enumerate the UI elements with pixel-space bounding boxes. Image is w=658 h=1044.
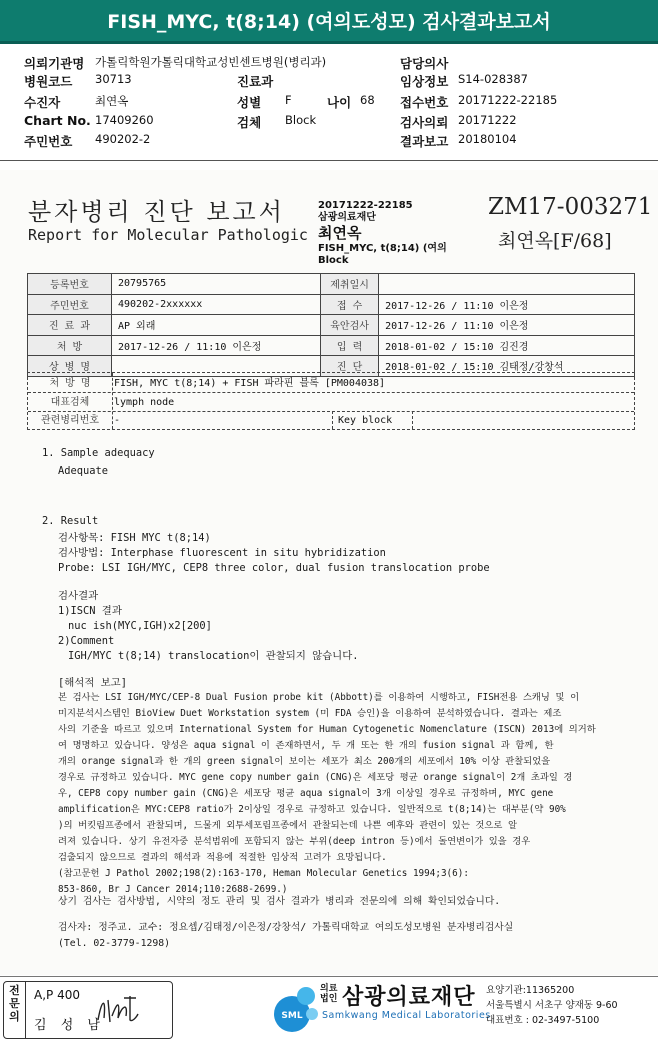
sex-value: F (285, 93, 292, 107)
specimen-sticker (318, 200, 458, 267)
section-heading: 2. Result (42, 515, 99, 527)
body-line: [해석적 보고] (58, 677, 127, 689)
table-value: 20795765 (112, 274, 321, 295)
header-info (0, 50, 658, 158)
spec-value: lymph node (114, 397, 175, 408)
table-key: 진 단 (321, 356, 379, 377)
body-line: 상기 검사는 검사방법, 시약의 정도 관리 및 검사 결과가 병리과 전문의에 의해 확인되었습니다. (58, 896, 501, 907)
clin-value: S14-028387 (458, 72, 528, 86)
body-line: Adequate (58, 465, 109, 477)
rel-value: - (114, 415, 121, 426)
req-value: 20171222 (458, 113, 517, 127)
sticker-name: 최연옥 (318, 224, 362, 242)
specialist-name: 김 성 남 (34, 1018, 105, 1033)
body-line: 검사항목: FISH MYC t(8;14) (58, 532, 211, 544)
body-line: 검출되지 않으므로 결과의 해석과 적용에 적절한 임상적 고려가 요망됩니다. (58, 852, 387, 863)
info-table (27, 273, 635, 377)
table-row (28, 315, 635, 336)
logo-name: 삼광의료재단 (342, 985, 476, 1010)
examinee-value: 최연옥 (95, 94, 129, 108)
rrn-label: 주민번호 (24, 134, 73, 149)
table-value: 490202-2xxxxxx (112, 294, 321, 315)
report-label: 결과보고 (400, 134, 449, 149)
report-value: 20180104 (458, 132, 517, 146)
addr-line: 대표번호 : 02-3497-5100 (486, 1015, 600, 1026)
sml-logo-icon (268, 982, 322, 1036)
sex-label: 성별 (237, 95, 262, 110)
specialist-tag (4, 982, 26, 1038)
report-title-en: Report for Molecular Pathologic (28, 226, 308, 244)
sticker-line: 삼광의료재단 (318, 212, 376, 223)
addr-line: 요양기관:11365200 (486, 985, 575, 996)
patient-id: 최연옥[F/68] (498, 230, 612, 252)
doctor-label: 담당의사 (400, 56, 449, 71)
license-number: A,P 400 (34, 988, 80, 1002)
age-value: 68 (360, 93, 375, 107)
body-line: 미지분석시스템인 BioView Duet Workstation system (미 FDA 승인)을 이용하여 분석하였습니다. 결과는 제조 (58, 708, 562, 719)
dept-label: 진료과 (237, 74, 274, 89)
age-label: 나이 (327, 95, 352, 110)
hospcode-label: 병원코드 (24, 74, 73, 89)
footer-divider (0, 976, 658, 977)
specimen-label: 검체 (237, 115, 262, 130)
body-line: nuc ish(MYC,IGH)x2[200] (68, 620, 212, 632)
table-row (28, 335, 635, 356)
sml-badge: SML (281, 1011, 303, 1021)
logo-prefix: 의료 법인 (320, 984, 338, 1004)
body-line: )의 버킷림프종에서 관찰되며, 드물게 외투세포림프종에서 관찰되는데 나쁜 예후와 관련이 있는 것으로 알 (58, 820, 517, 831)
body-line: 1)ISCN 결과 (58, 605, 122, 617)
body-line: 여 명명하고 있습니다. 양성은 aqua signal 이 존재하면서, 두 개 또는 한 개의 fusion signal 과 함께, 한 (58, 740, 554, 751)
body-line: 경우로 규정하고 있습니다. MYC gene copy number gain (CNG)은 세포당 평균 orange signal이 2개 초과일 경 (58, 772, 573, 783)
body-line: Probe: LSI IGH/MYC, CEP8 three color, dual fusion translocation probe (58, 562, 490, 574)
lab-address (486, 983, 618, 1028)
body-line: IGH/MYC t(8;14) translocation이 관찰되지 않습니다. (68, 650, 359, 662)
header-divider (0, 160, 658, 161)
report-title-ko: 분자병리 진단 보고서 (28, 198, 285, 226)
table-value (379, 274, 635, 295)
specialist-tag-text: 전문의 (9, 984, 20, 1023)
table-value: 2018-01-02 / 15:10 김태정/강창석 (379, 356, 635, 377)
chart-value: 17409260 (95, 113, 154, 127)
body-line: 사의 기준을 따르고 있으며 International System for Human Cytogenetic Nomenclature (ISCN) 2013에 의거하 (58, 724, 596, 735)
sticker-line: 20171222-22185 (318, 200, 413, 211)
recv-value: 20171222-22185 (458, 93, 558, 107)
body-line: 검사방법: Interphase fluorescent in situ hybridization (58, 547, 386, 559)
org-value: 가톨릭학원가톨릭대학교성빈센트병원(병리과) (95, 55, 327, 69)
table-row (28, 274, 635, 295)
body-line: (참고문헌 J Pathol 2002;198(2):163-170, Heman Molecular Genetics 1994;3(6): (58, 868, 469, 879)
org-label: 의뢰기관명 (24, 56, 85, 71)
body-line: (Tel. 02-3779-1298) (58, 938, 171, 949)
table-key: 입 력 (321, 335, 379, 356)
divider (112, 373, 113, 429)
sticker-line: Block (318, 255, 349, 266)
rel-label: 관련병리번호 (41, 415, 99, 426)
key-block: Key block (338, 415, 393, 426)
rx-label: 처 방 명 (49, 378, 91, 389)
table-value: 2017-12-26 / 11:10 이은정 (379, 315, 635, 336)
table-key: 접 수 (321, 294, 379, 315)
table-key: 제취일시 (321, 274, 379, 295)
rx-value: FISH, MYC t(8;14) + FISH 파라핀 블록 [PM004038] (114, 378, 386, 389)
body-line: 2)Comment (58, 635, 115, 647)
report-title: FISH_MYC, t(8;14) (여의도성모) 검사결과보고서 (0, 0, 658, 44)
body-line: 려져 있습니다. 상기 유전자중 분석범위에 포함되지 않는 부위(deep intron 등)에서 돌연변이가 있을 경우 (58, 836, 531, 847)
table-value: 2017-12-26 / 11:10 이은정 (379, 294, 635, 315)
table-value: 2017-12-26 / 11:10 이은정 (112, 335, 321, 356)
sticker-line: FISH_MYC, t(8;14) (여의 (318, 243, 447, 254)
table-value: 2018-01-02 / 15:10 김진경 (379, 335, 635, 356)
specimen-value: Block (285, 113, 317, 127)
table-value: AP 외래 (112, 315, 321, 336)
section-heading: 1. Sample adequacy (42, 447, 155, 459)
body-line: 본 검사는 LSI IGH/MYC/CEP-8 Dual Fusion probe kit (Abbott)를 이용하여 시행하고, FISH전용 스캐닝 및 이 (58, 692, 580, 703)
order-box (27, 372, 635, 430)
spec-label: 대표검체 (50, 397, 90, 408)
table-key: 상 병 명 (28, 356, 112, 377)
clin-label: 임상정보 (400, 74, 449, 89)
body-line: 개의 orange signal과 한 개의 green signal이 보이는 세포가 최소 200개의 세포에서 10% 이상 관찰되었을 (58, 756, 551, 767)
divider (332, 411, 333, 429)
hospcode-value: 30713 (95, 72, 132, 86)
rrn-value: 490202-2 (95, 132, 151, 146)
chart-label: Chart No. (24, 113, 91, 128)
table-row (28, 294, 635, 315)
table-key: 등록번호 (28, 274, 112, 295)
addr-line: 서울특별시 서초구 양재동 9-60 (486, 1000, 618, 1011)
body-line: amplification은 MYC:CEP8 ratio가 2이상일 경우로 규정하고 있습니다. 일반적으로 t(8;14)는 대부분(약 90% (58, 804, 566, 815)
signature-image (94, 992, 140, 1028)
body-line: 검사결과 (58, 590, 99, 602)
req-label: 검사의뢰 (400, 115, 449, 130)
divider (412, 411, 413, 429)
body-line: 우, CEP8 copy number gain (CNG)은 세포당 평균 aqua signal이 3개 이상일 경우로 규정하며, MYC gene (58, 788, 554, 799)
examinee-label: 수진자 (24, 95, 61, 110)
body-line: 검사자: 정주교. 교수: 정요셉/김태정/이은정/강창석/ 가톨릭대학교 여의도성모병원 분자병리검사실 (58, 922, 514, 933)
recv-label: 접수번호 (400, 95, 449, 110)
table-key: 진 료 과 (28, 315, 112, 336)
signature-box (3, 981, 173, 1039)
body-line: 853-860, Br J Cancer 2014;110:2688-2699.) (58, 884, 288, 895)
report-number: ZM17-003271 (488, 194, 653, 220)
table-key: 주민번호 (28, 294, 112, 315)
table-key: 처 방 (28, 335, 112, 356)
table-key: 육안검사 (321, 315, 379, 336)
logo-english: Samkwang Medical Laboratories (322, 1010, 491, 1021)
